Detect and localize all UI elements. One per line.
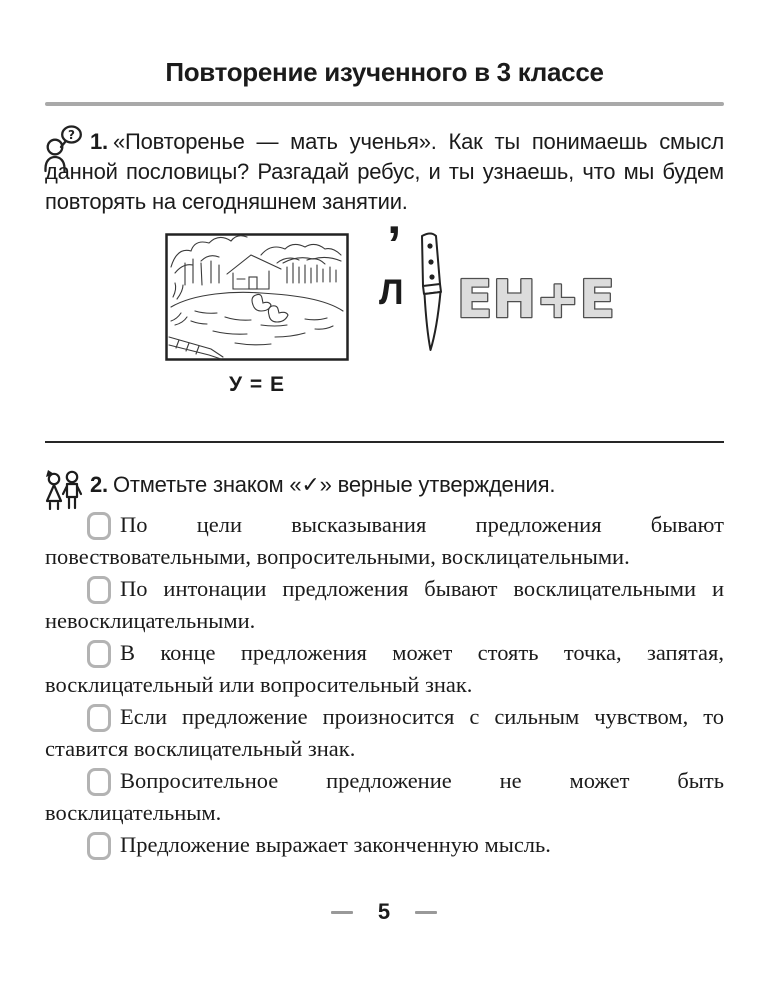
knife-icon — [407, 231, 449, 360]
task-1-instruction: «Повторенье — мать ученья». Как ты понимаешь смысл данной пословицы? Разгадай ребус, и ты узнаешь, что мы будем повторять на сегодняшнем занятии. — [45, 129, 724, 214]
statement-checkbox[interactable] — [87, 704, 111, 732]
page-footer — [0, 899, 768, 925]
rebus-letter-l: Л — [379, 273, 404, 312]
pair-work-icon — [43, 468, 83, 515]
title-rule — [45, 102, 724, 106]
statement-checkbox[interactable] — [87, 512, 111, 540]
statement-text: В конце предложения может стоять точка, запятая, восклицательный или вопросительный знак. — [45, 640, 724, 697]
statement-item — [45, 573, 724, 637]
task-1-text — [45, 127, 724, 217]
task-2-section — [45, 470, 724, 861]
task-2-number: 2. — [90, 472, 108, 497]
statement-text: По цели высказывания предложения бывают повествовательными, вопросительными, восклицательными. — [45, 512, 724, 569]
statement-item — [45, 701, 724, 765]
task-2-text — [45, 470, 724, 500]
statements-list — [45, 509, 724, 861]
statement-item — [45, 765, 724, 829]
statement-checkbox[interactable] — [87, 576, 111, 604]
statement-text: Вопросительное предложение не может быть восклицательным. — [45, 768, 724, 825]
person-question-icon — [43, 125, 85, 178]
footer-dash-left — [331, 911, 353, 914]
page-number: 5 — [377, 899, 391, 924]
rebus-pond-image — [165, 233, 349, 361]
task-2-instruction: Отметьте знаком «✓» верные утверждения. — [112, 472, 556, 497]
rebus-pond-figure — [165, 233, 349, 397]
rebus-figure — [45, 216, 724, 401]
section-divider — [45, 441, 724, 443]
statement-text: По интонации предложения бывают восклицательными и невосклицательными. — [45, 576, 724, 633]
statement-item — [45, 829, 724, 861]
statement-checkbox[interactable] — [87, 640, 111, 668]
statement-item — [45, 509, 724, 573]
svg-text:ЕН+Е: ЕН+Е — [456, 270, 616, 329]
statement-checkbox[interactable] — [87, 768, 111, 796]
statement-text: Если предложение произносится с сильным чувством, то ставится восклицательный знак. — [45, 704, 724, 761]
statement-text: Предложение выражает законченную мысль. — [120, 832, 551, 857]
footer-dash-right — [415, 911, 437, 914]
svg-text:?: ? — [68, 128, 75, 142]
rebus-pond-caption: У = Е — [228, 373, 285, 396]
statement-checkbox[interactable] — [87, 832, 111, 860]
statement-item — [45, 637, 724, 701]
task-1-number: 1. — [90, 129, 108, 154]
rebus-outline-letters — [455, 267, 617, 334]
rebus-apostrophe: ’ — [387, 216, 402, 274]
page-title: Повторение изученного в 3 классе — [165, 57, 604, 87]
task-1-section — [45, 127, 724, 401]
